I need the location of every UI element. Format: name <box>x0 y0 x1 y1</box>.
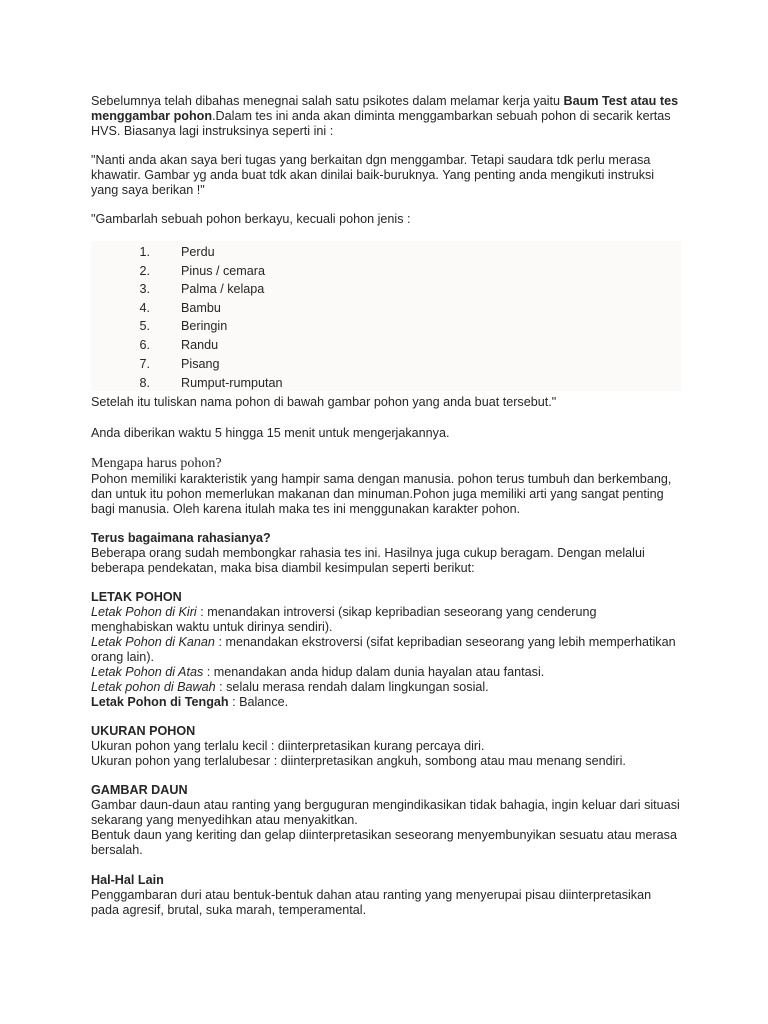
letak-kiri-label: Letak Pohon di Kiri <box>91 605 197 619</box>
daun-line-4: bersalah. <box>91 843 143 857</box>
letak-atas-text: : menandakan anda hidup dalam dunia hayalan atau fantasi. <box>203 665 545 679</box>
time-line: Anda diberikan waktu 5 hingga 15 menit untuk mengerjakannya. <box>91 426 450 440</box>
list-item: Pisang <box>181 357 220 371</box>
intro-line-3: HVS. Biasanya lagi instruksinya seperti ini : <box>91 124 334 138</box>
intro-text-2: .Dalam tes ini anda akan diminta menggambarkan sebuah pohon di secarik kertas <box>212 109 671 123</box>
letak-atas-line <box>91 665 544 680</box>
lain-heading: Hal-Hal Lain <box>91 873 164 887</box>
secret-line-1: Beberapa orang sudah membongkar rahasia tes ini. Hasilnya juga cukup beragam. Dengan melalui <box>91 546 645 560</box>
intro-bold-1: Baum Test atau tes <box>563 94 679 108</box>
daun-line-1: Gambar daun-daun atau ranting yang berguguran mengindikasikan tidak bahagia, ingin keluar dari situasi <box>91 798 680 812</box>
daun-line-2: sekarang yang menyedihkan atau menyakitkan. <box>91 813 358 827</box>
list-item: Perdu <box>181 245 215 259</box>
list-item: Palma / kelapa <box>181 282 265 296</box>
letak-tengah-text: : Balance. <box>228 695 289 709</box>
ukuran-heading: UKURAN POHON <box>91 724 196 738</box>
list-number: 2. <box>139 264 150 278</box>
list-number: 5. <box>139 319 150 333</box>
ukuran-line-2: Ukuran pohon yang terlalubesar : diinterpretasikan angkuh, sombong atau mau menang sendiri. <box>91 754 626 768</box>
list-number: 8. <box>139 376 150 390</box>
why-line-2: dan untuk itu pohon memerlukan makanan dan minuman.Pohon juga memiliki arti yang sangat penting <box>91 487 664 501</box>
list-item: Beringin <box>181 319 228 333</box>
ukuran-line-1: Ukuran pohon yang terlalu kecil : diinterpretasikan kurang percaya diri. <box>91 739 485 753</box>
list-number: 7. <box>139 357 150 371</box>
instruction-line: "Gambarlah sebuah pohon berkayu, kecuali pohon jenis : <box>91 212 411 226</box>
letak-kanan-text: : menandakan ekstroversi (sifat kepribadian seseorang yang lebih memperhatikan <box>214 635 676 649</box>
lain-line-1: Penggambaran duri atau bentuk-bentuk dahan atau ranting yang menyerupai pisau diinterpretasikan <box>91 888 652 902</box>
letak-bawah-text: : selalu merasa rendah dalam lingkungan sosial. <box>215 680 489 694</box>
intro-line-2 <box>91 109 671 124</box>
letak-kanan-line <box>91 635 676 650</box>
list-number: 4. <box>139 301 150 315</box>
intro-line-1 <box>91 94 678 109</box>
letak-kiri-line-2: menghabiskan waktu untuk dirinya sendiri). <box>91 620 333 634</box>
letak-kanan-label: Letak Pohon di Kanan <box>91 635 215 649</box>
list-item: Randu <box>181 338 219 352</box>
letak-tengah-line <box>91 695 288 710</box>
list-number: 1. <box>139 245 150 259</box>
letak-bawah-line <box>91 680 489 695</box>
after-list-line: Setelah itu tuliskan nama pohon di bawah gambar pohon yang anda buat tersebut." <box>91 395 557 409</box>
list-item: Pinus / cemara <box>181 264 265 278</box>
secret-heading: Terus bagaimana rahasianya? <box>91 531 271 545</box>
why-line-3: bagi manusia. Oleh karena itulah maka tes ini menggunakan karakter pohon. <box>91 502 521 516</box>
letak-tengah-label: Letak Pohon di Tengah <box>91 695 229 709</box>
letak-kiri-text: : menandakan introversi (sikap kepribadian seseorang yang cenderung <box>196 605 597 619</box>
letak-kanan-line-2: orang lain). <box>91 650 155 664</box>
list-item: Bambu <box>181 301 221 315</box>
lain-line-2: pada agresif, brutal, suka marah, temperamental. <box>91 903 367 917</box>
secret-line-2: beberapa pendekatan, maka bisa diambil kesimpulan seperti berikut: <box>91 561 475 575</box>
daun-line-3: Bentuk daun yang keriting dan gelap diinterpretasikan seseorang menyembunyikan sesuatu atau merasa <box>91 828 677 842</box>
daun-heading: GAMBAR DAUN <box>91 783 188 797</box>
intro-bold-2: menggambar pohon <box>91 109 213 123</box>
list-number: 3. <box>139 282 150 296</box>
why-line-1: Pohon memiliki karakteristik yang hampir sama dengan manusia. pohon terus tumbuh dan berkembang, <box>91 472 672 486</box>
intro-text-1: Sebelumnya telah dibahas menegnai salah satu psikotes dalam melamar kerja yaitu <box>91 94 564 108</box>
list-number: 6. <box>139 338 150 352</box>
tree-exclusion-list <box>91 241 681 391</box>
letak-heading: LETAK POHON <box>91 590 182 604</box>
list-item: Rumput-rumputan <box>181 376 283 390</box>
quote-line-2: khawatir. Gambar yg anda buat tdk akan dinilai baik-buruknya. Yang penting anda mengikuti instruksi <box>91 168 655 182</box>
quote-line-1: "Nanti anda akan saya beri tugas yang berkaitan dgn menggambar. Tetapi saudara tdk perlu merasa <box>91 153 651 167</box>
why-heading: Mengapa harus pohon? <box>91 456 222 471</box>
letak-kiri-line <box>91 605 596 620</box>
quote-line-3: yang saya berikan !" <box>91 183 205 197</box>
letak-bawah-label: Letak pohon di Bawah <box>91 680 216 694</box>
letak-atas-label: Letak Pohon di Atas <box>91 665 204 679</box>
